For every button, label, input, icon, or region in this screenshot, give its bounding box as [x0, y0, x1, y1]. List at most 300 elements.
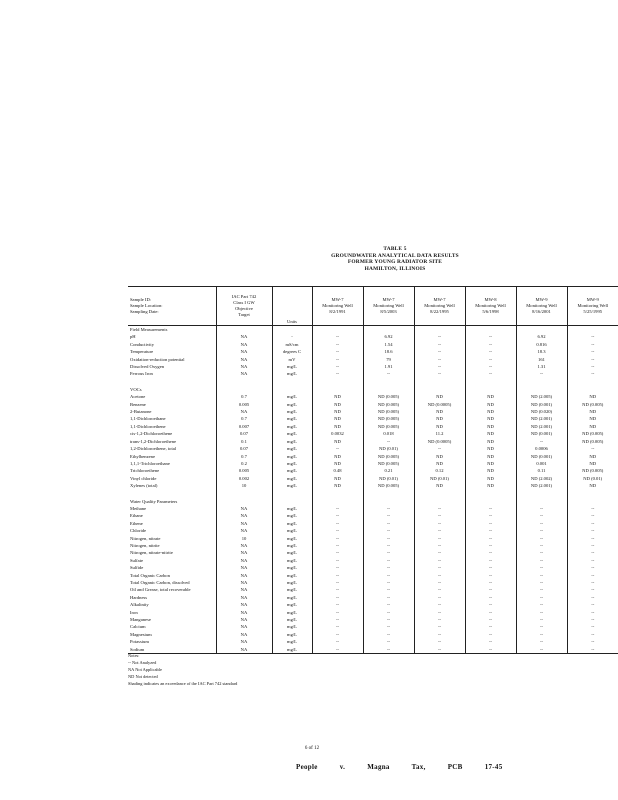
result-value: -- [414, 512, 465, 519]
section-blank-cell [465, 386, 516, 393]
result-value: -- [312, 564, 363, 571]
result-value: -- [414, 445, 465, 452]
result-value: -- [516, 512, 567, 519]
result-value: -- [312, 520, 363, 527]
result-value: ND (0.005) [582, 438, 604, 444]
notes-heading: Notes: [128, 653, 140, 658]
result-value: -- [465, 356, 516, 363]
result-value: 18.3 [516, 348, 567, 355]
result-value: ND [465, 445, 516, 452]
well-5-location: Monitoring Well [526, 303, 557, 308]
unit-value: mg/L [272, 646, 312, 654]
result-value: ND (0.01) [363, 445, 414, 452]
result-value: -- [363, 586, 414, 593]
stamp-word-6: 17-45 [484, 763, 503, 771]
standard-value: NA [216, 356, 272, 363]
result-value: 0.018 [363, 430, 414, 437]
unit-value: mg/L [272, 453, 312, 460]
result-value: -- [516, 542, 567, 549]
result-value: -- [465, 623, 516, 630]
standard-value: 0.007 [216, 423, 272, 430]
result-value: -- [516, 601, 567, 608]
header-units [272, 287, 312, 326]
standard-value: NA [216, 609, 272, 616]
result-value: ND (0.005) [363, 408, 414, 415]
result-value: -- [414, 646, 465, 654]
section-spacer [128, 490, 618, 498]
header-well-3 [414, 287, 465, 326]
well-6-date: 5/25/1995 [583, 309, 603, 314]
well-5-date: 8/16/2001 [532, 309, 551, 314]
result-value: ND [312, 408, 363, 415]
table-title-block [320, 246, 470, 272]
section-blank-cell [414, 386, 465, 393]
result-value: -- [591, 609, 595, 615]
section-blank-cell [272, 386, 312, 393]
unit-value: mg/L [272, 512, 312, 519]
result-value: 0.816 [516, 341, 567, 348]
section-blank-cell [272, 498, 312, 505]
case-stamp [296, 763, 523, 771]
result-value: -- [414, 572, 465, 579]
result-value: -- [312, 623, 363, 630]
result-value: -- [363, 572, 414, 579]
sampling-date-label: Sampling Date: [130, 309, 159, 314]
result-value: ND (0.01) [583, 475, 603, 481]
result-value: -- [363, 623, 414, 630]
parameter-name: Iron [128, 609, 216, 616]
result-value: ND [465, 438, 516, 445]
result-value: -- [465, 363, 516, 370]
result-value: ND [414, 453, 465, 460]
result-value: -- [516, 564, 567, 571]
result-value: ND (2.002) [516, 475, 567, 482]
table-title: GROUNDWATER ANALYTICAL DATA RESULTS [331, 252, 459, 259]
table-row [128, 363, 618, 370]
parameter-name: Ethane [128, 512, 216, 519]
result-value: ND [312, 415, 363, 422]
result-value: 0.001 [516, 460, 567, 467]
result-value: -- [591, 446, 595, 452]
result-value: -- [516, 594, 567, 601]
parameter-name: Manganese [128, 616, 216, 623]
site-location: HAMILTON, ILLINOIS [364, 265, 426, 272]
header-well-1 [312, 287, 363, 326]
result-value: -- [465, 586, 516, 593]
unit-value: mg/L [272, 616, 312, 623]
parameter-name: Xylenes (total) [128, 482, 216, 489]
result-value: 0.12 [414, 467, 465, 474]
table-row [128, 482, 618, 489]
table-row [128, 505, 618, 512]
result-value: ND [312, 423, 363, 430]
table-row [128, 549, 618, 556]
unit-value: mg/L [272, 586, 312, 593]
well-1-location: Monitoring Well [322, 303, 353, 308]
standard-value: 0.005 [216, 467, 272, 474]
result-value: -- [516, 646, 567, 654]
well-2-date: 8/5/2003 [380, 309, 397, 314]
standard-value: NA [216, 623, 272, 630]
result-value: -- [591, 542, 595, 548]
parameter-name: Oil and Grease, total recoverable [128, 586, 216, 593]
spacer-cell [414, 378, 465, 386]
standard-value: NA [216, 542, 272, 549]
parameter-name: Chloride [128, 527, 216, 534]
result-value: ND (0.005) [582, 401, 604, 407]
result-value: -- [516, 616, 567, 623]
result-value: -- [465, 542, 516, 549]
result-value: -- [591, 587, 595, 593]
table-number: TABLE 5 [383, 246, 407, 252]
result-value: -- [591, 565, 595, 571]
table-row [128, 579, 618, 586]
standard-value: 0.002 [216, 475, 272, 482]
result-value: -- [591, 349, 595, 355]
result-value: ND [465, 401, 516, 408]
spacer-cell [465, 378, 516, 386]
standard-value: NA [216, 363, 272, 370]
standard-value: NA [216, 549, 272, 556]
result-value: -- [363, 542, 414, 549]
site-name: FORMER YOUNG RADIATOR SITE [347, 259, 443, 266]
result-value: -- [516, 631, 567, 638]
section-blank-cell [567, 326, 618, 334]
result-value: -- [465, 616, 516, 623]
table-row [128, 564, 618, 571]
result-value: ND (2.001) [516, 423, 567, 430]
parameter-name: trans-1,2-Dichloroethene [128, 438, 216, 445]
standard-value: NA [216, 601, 272, 608]
parameter-name: 1,1,1-Trichloroethane [128, 460, 216, 467]
result-value: ND [312, 453, 363, 460]
well-3-location: Monitoring Well [424, 303, 455, 308]
result-value: ND (0.0005) [414, 401, 465, 408]
section-blank-cell [216, 326, 272, 334]
result-value: -- [591, 617, 595, 623]
unit-value: mg/L [272, 601, 312, 608]
unit-value: mg/L [272, 623, 312, 630]
table-row [128, 438, 618, 445]
result-value: -- [567, 646, 618, 654]
spacer-cell [272, 378, 312, 386]
spacer-cell [465, 490, 516, 498]
result-value: 79 [363, 356, 414, 363]
note-not-analyzed: -- Not Analyzed [128, 660, 157, 665]
result-value: ND [465, 460, 516, 467]
parameter-name: Magnesium [128, 631, 216, 638]
result-value: -- [414, 549, 465, 556]
result-value: -- [516, 572, 567, 579]
result-value: ND [589, 483, 597, 489]
standard-value: 0.7 [216, 415, 272, 422]
standard-value: NA [216, 520, 272, 527]
result-value: -- [363, 638, 414, 645]
standard-value: NA [216, 348, 272, 355]
result-value: -- [591, 594, 595, 600]
parameter-name: Benzene [128, 401, 216, 408]
result-value: -- [465, 549, 516, 556]
result-value: -- [363, 564, 414, 571]
standard-value: NA [216, 370, 272, 377]
result-value: -- [516, 438, 567, 445]
result-value: -- [414, 333, 465, 340]
result-value: 0.0006 [516, 445, 567, 452]
spacer-cell [312, 490, 363, 498]
note-shading: Shading indicates an exceedance of the IAC Part 742 standard [128, 681, 238, 686]
unit-value: - [272, 333, 312, 340]
result-value: -- [465, 638, 516, 645]
parameter-name: Ethylbenzene [128, 453, 216, 460]
unit-value: mg/L [272, 445, 312, 452]
result-value: ND (0.005) [363, 423, 414, 430]
units-label: Units [287, 319, 297, 324]
table-row [128, 348, 618, 355]
spacer-cell [128, 378, 216, 386]
table-row [128, 609, 618, 616]
unit-value: mg/L [272, 527, 312, 534]
result-value: -- [414, 557, 465, 564]
result-value: -- [312, 348, 363, 355]
result-value: -- [363, 527, 414, 534]
parameter-name: 2-Butanone [128, 408, 216, 415]
result-value: -- [465, 512, 516, 519]
result-value: -- [414, 535, 465, 542]
result-value: ND (0.005) [363, 482, 414, 489]
section-blank-cell [567, 498, 618, 505]
result-value: -- [591, 550, 595, 556]
parameter-name: Methane [128, 505, 216, 512]
standard-value: NA [216, 638, 272, 645]
unit-value: mg/L [272, 579, 312, 586]
result-value: -- [516, 557, 567, 564]
standard-value: NA [216, 505, 272, 512]
result-value: 0.11 [516, 467, 567, 474]
unit-value: mg/L [272, 542, 312, 549]
parameter-name: Hardness [128, 594, 216, 601]
result-value: -- [312, 586, 363, 593]
result-value: -- [591, 580, 595, 585]
result-value: -- [465, 333, 516, 340]
result-value: 0.0032 [312, 430, 363, 437]
result-value: -- [516, 586, 567, 593]
section-spacer [128, 378, 618, 386]
result-value: -- [516, 579, 567, 586]
result-value: -- [312, 609, 363, 616]
result-value: -- [363, 505, 414, 512]
result-value: -- [414, 601, 465, 608]
header-row-labels [128, 287, 216, 326]
standard-value: NA [216, 512, 272, 519]
result-value: -- [312, 601, 363, 608]
section-heading: VOCs [128, 386, 216, 393]
unit-value: mg/L [272, 401, 312, 408]
section-heading: Field Measurements [128, 326, 216, 334]
stamp-word-4: Tax, [411, 763, 426, 771]
result-value: -- [465, 535, 516, 542]
result-value: -- [363, 631, 414, 638]
standard-value: NA [216, 572, 272, 579]
result-value: -- [312, 594, 363, 601]
result-value: ND [465, 430, 516, 437]
result-value: ND [465, 415, 516, 422]
section-blank-cell [516, 386, 567, 393]
result-value: 18.6 [363, 348, 414, 355]
note-not-detected: ND Not detected [128, 674, 158, 679]
well-1-date: 8/2/1991 [329, 309, 346, 314]
result-value: -- [465, 505, 516, 512]
unit-value: mg/L [272, 609, 312, 616]
result-value: -- [312, 370, 363, 377]
result-value: -- [414, 586, 465, 593]
result-value: ND (0.001) [516, 430, 567, 437]
spacer-cell [363, 490, 414, 498]
section-blank-cell [414, 326, 465, 334]
section-blank-cell [363, 386, 414, 393]
section-blank-cell [312, 326, 363, 334]
stamp-word-3: Magna [367, 763, 390, 771]
header-well-5 [516, 287, 567, 326]
result-value: -- [516, 535, 567, 542]
result-value: -- [516, 520, 567, 527]
section-blank-cell [567, 386, 618, 393]
parameter-name: pH [128, 333, 216, 340]
parameter-name: Nitrogen, nitrite [128, 542, 216, 549]
result-value: -- [465, 631, 516, 638]
parameter-name: Trichloroethene [128, 467, 216, 474]
result-value: ND [589, 409, 597, 415]
result-value: ND [589, 453, 597, 459]
table-row [128, 467, 618, 474]
result-value: ND [589, 394, 597, 400]
result-value: -- [414, 564, 465, 571]
unit-value: mg/L [272, 594, 312, 601]
result-value: ND (0.01) [414, 475, 465, 482]
result-value: ND [414, 482, 465, 489]
result-value: -- [465, 564, 516, 571]
table-row [128, 430, 618, 437]
result-value: -- [363, 438, 414, 445]
result-value: -- [363, 520, 414, 527]
spacer-cell [128, 490, 216, 498]
unit-value: mg/L [272, 460, 312, 467]
result-value: -- [516, 370, 567, 377]
section-blank-cell [216, 386, 272, 393]
result-value: -- [414, 348, 465, 355]
header-well-4 [465, 287, 516, 326]
table-row [128, 638, 618, 645]
standard-value: NA [216, 631, 272, 638]
table-row [128, 601, 618, 608]
unit-value: degrees C [272, 348, 312, 355]
parameter-name: 1,1-Dichloroethane [128, 415, 216, 422]
result-value: ND [312, 460, 363, 467]
result-value: ND [414, 415, 465, 422]
result-value: -- [591, 341, 595, 347]
table-notes [128, 652, 237, 687]
result-value: 6.92 [363, 333, 414, 340]
standard-label-3: Objective [235, 306, 253, 311]
result-value: -- [312, 616, 363, 623]
result-value: -- [363, 557, 414, 564]
result-value: 0.48 [312, 467, 363, 474]
result-value: ND [465, 423, 516, 430]
parameter-name: Total Organic Carbon [128, 572, 216, 579]
result-value: -- [312, 631, 363, 638]
result-value: -- [363, 549, 414, 556]
well-6-id: MW-9 [586, 297, 599, 302]
result-value: -- [465, 594, 516, 601]
unit-value: mg/L [272, 535, 312, 542]
table-header-row [128, 287, 618, 326]
result-value: 1.91 [363, 363, 414, 370]
well-3-id: MW-7 [433, 297, 446, 302]
result-value: -- [591, 557, 595, 563]
well-3-date: 8/22/1995 [430, 309, 449, 314]
section-blank-cell [516, 326, 567, 334]
section-blank-cell [465, 498, 516, 505]
result-value: -- [591, 364, 595, 370]
unit-value: mg/L [272, 482, 312, 489]
result-value: ND (2.005) [516, 393, 567, 400]
header-standard [216, 287, 272, 326]
result-value: ND (0.020) [516, 408, 567, 415]
unit-value: mg/L [272, 638, 312, 645]
result-value: -- [591, 513, 595, 519]
section-blank-cell [312, 498, 363, 505]
result-value: -- [312, 572, 363, 579]
result-value: 1.31 [516, 363, 567, 370]
parameter-name: Ethene [128, 520, 216, 527]
section-heading: Water Quality Parameters [128, 498, 216, 505]
standard-value: NA [216, 579, 272, 586]
spacer-cell [312, 378, 363, 386]
result-value: ND [465, 475, 516, 482]
table-row [128, 594, 618, 601]
result-value: -- [591, 356, 595, 362]
result-value: ND [312, 438, 363, 445]
result-value: ND (2.001) [516, 415, 567, 422]
result-value: -- [312, 535, 363, 542]
parameter-name: Nitrogen, nitrate [128, 535, 216, 542]
result-value: -- [363, 646, 414, 654]
result-value: ND (0.005) [582, 431, 604, 437]
result-value: ND [414, 423, 465, 430]
result-value: -- [312, 363, 363, 370]
table-row [128, 445, 618, 452]
result-value: ND [465, 453, 516, 460]
section-blank-cell [414, 498, 465, 505]
result-value: -- [591, 371, 595, 377]
result-value: -- [465, 370, 516, 377]
parameter-name: Sodium [128, 646, 216, 654]
page-number: 6 of 12 [304, 746, 320, 751]
result-value: 161 [516, 356, 567, 363]
result-value: -- [414, 631, 465, 638]
result-value: -- [312, 445, 363, 452]
unit-value: mg/L [272, 370, 312, 377]
result-value: -- [465, 579, 516, 586]
unit-value: mg/L [272, 408, 312, 415]
result-value: ND (0.0005) [414, 438, 465, 445]
standard-value: 10 [216, 482, 272, 489]
result-value: -- [465, 557, 516, 564]
unit-value: mg/L [272, 564, 312, 571]
well-4-id: MW-8 [484, 297, 497, 302]
result-value: -- [312, 356, 363, 363]
standard-value: 0.005 [216, 401, 272, 408]
result-value: -- [516, 549, 567, 556]
